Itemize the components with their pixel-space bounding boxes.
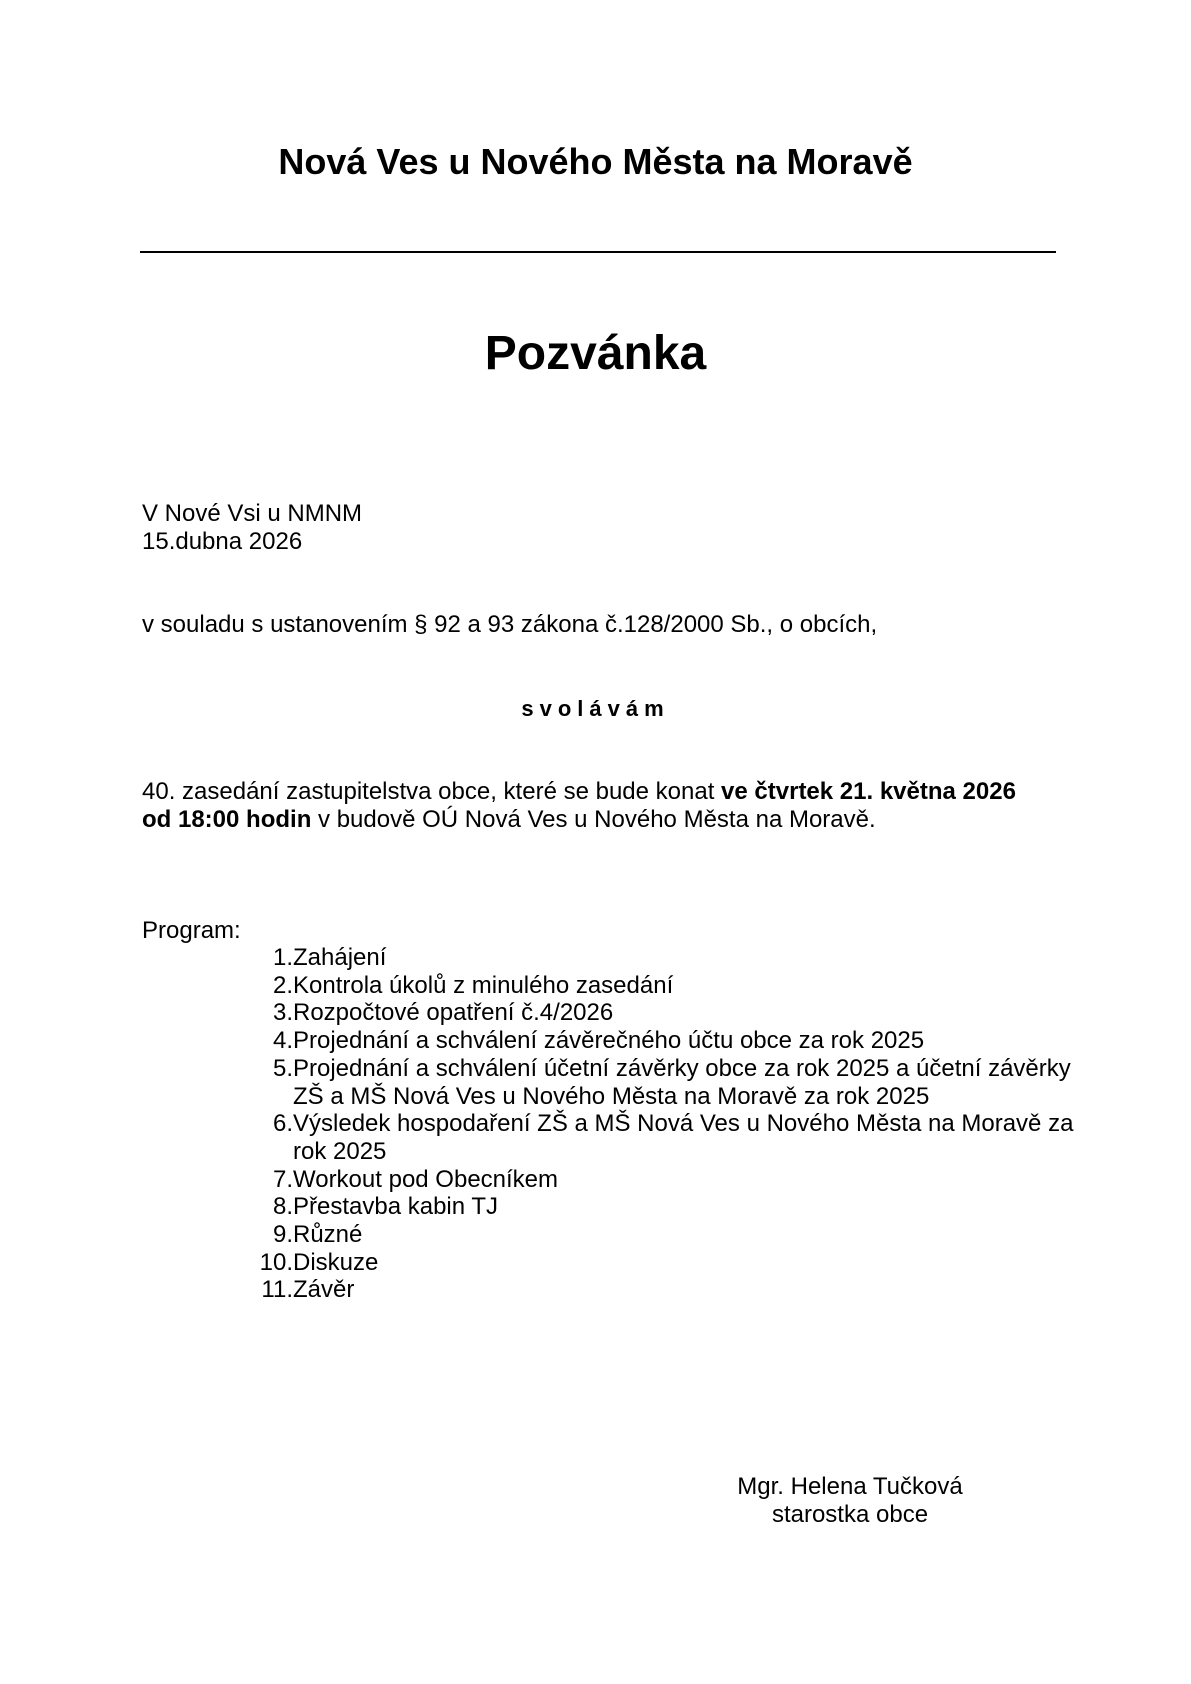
agenda-item-number: 3. (272, 999, 293, 1027)
agenda-item-number: 5. (272, 1054, 293, 1082)
agenda-item-text: Různé (293, 1221, 363, 1249)
agenda-item-text: Rozpočtové opatření č.4/2026 (293, 999, 614, 1027)
agenda-item (250, 1221, 1090, 1249)
meeting-details-line-2 (142, 806, 876, 834)
agenda-item-text: Přestavba kabin TJ (293, 1193, 498, 1221)
legal-basis: v souladu s ustanovením § 92 a 93 zákona č.128/2000 Sb., o obcích, (142, 611, 878, 638)
agenda-item-text: Zahájení (293, 944, 387, 971)
agenda-item (250, 1110, 1090, 1165)
program-label: Program: (142, 917, 241, 944)
agenda-item-text: Workout pod Obecníkem (293, 1165, 559, 1193)
agenda-item-text: Diskuze (293, 1248, 379, 1276)
agenda-item (250, 1166, 1090, 1194)
document-title: Pozvánka (484, 327, 707, 380)
municipality-title: Nová Ves u Nového Města na Moravě (278, 141, 913, 182)
agenda-item-number: 9. (272, 1221, 293, 1249)
meeting-details-line-1 (142, 778, 1016, 806)
place-line: V Nové Vsi u NMNM (142, 500, 363, 527)
agenda-item-number: 6. (272, 1110, 293, 1138)
agenda-item-number: 4. (272, 1027, 293, 1055)
agenda-item-text: Výsledek hospodaření ZŠ a MŠ Nová Ves u Nového Města na Moravě za rok 2025 (293, 1110, 1074, 1165)
agenda-item-text: Projednání a schválení účetní závěrky obce za rok 2025 a účetní závěrky ZŠ a MŠ Nová Ves u Nového Města na Moravě za rok 2025 (293, 1054, 1071, 1110)
agenda-item (250, 944, 1090, 972)
agenda-item (250, 1055, 1090, 1110)
agenda-item-number: 8. (272, 1193, 293, 1221)
agenda-item-number: 1. (272, 944, 293, 971)
agenda-list (250, 944, 1090, 1304)
agenda-item (250, 1027, 1090, 1055)
agenda-item-text: Projednání a schválení závěrečného účtu obce za rok 2025 (293, 1027, 925, 1055)
signature-role: starostka obce (771, 1501, 929, 1528)
agenda-item-text: Kontrola úkolů z minulého zasedání (293, 971, 674, 999)
agenda-item-number: 7. (272, 1165, 293, 1193)
agenda-item (250, 1249, 1090, 1277)
agenda-item-number: 10. (259, 1248, 293, 1276)
agenda-item (250, 1276, 1090, 1304)
agenda-item (250, 972, 1090, 1000)
agenda-item-text: Závěr (293, 1276, 355, 1304)
agenda-item (250, 999, 1090, 1027)
signature-name: Mgr. Helena Tučková (737, 1473, 963, 1500)
date-line: 15.dubna 2026 (142, 528, 303, 555)
meeting-intro: 40. zasedání zastupitelstva obce, které se bude konat (142, 778, 722, 805)
agenda-item-number: 2. (272, 971, 293, 999)
meeting-date: ve čtvrtek 21. května 2026 (721, 778, 1016, 805)
header-divider (140, 251, 1056, 253)
agenda-item (250, 1193, 1090, 1221)
convene-heading: svolávám (521, 696, 670, 721)
meeting-location: v budově OÚ Nová Ves u Nového Města na Moravě. (311, 806, 876, 833)
agenda-item-number: 11. (261, 1276, 293, 1304)
meeting-time: od 18:00 hodin (142, 806, 312, 833)
